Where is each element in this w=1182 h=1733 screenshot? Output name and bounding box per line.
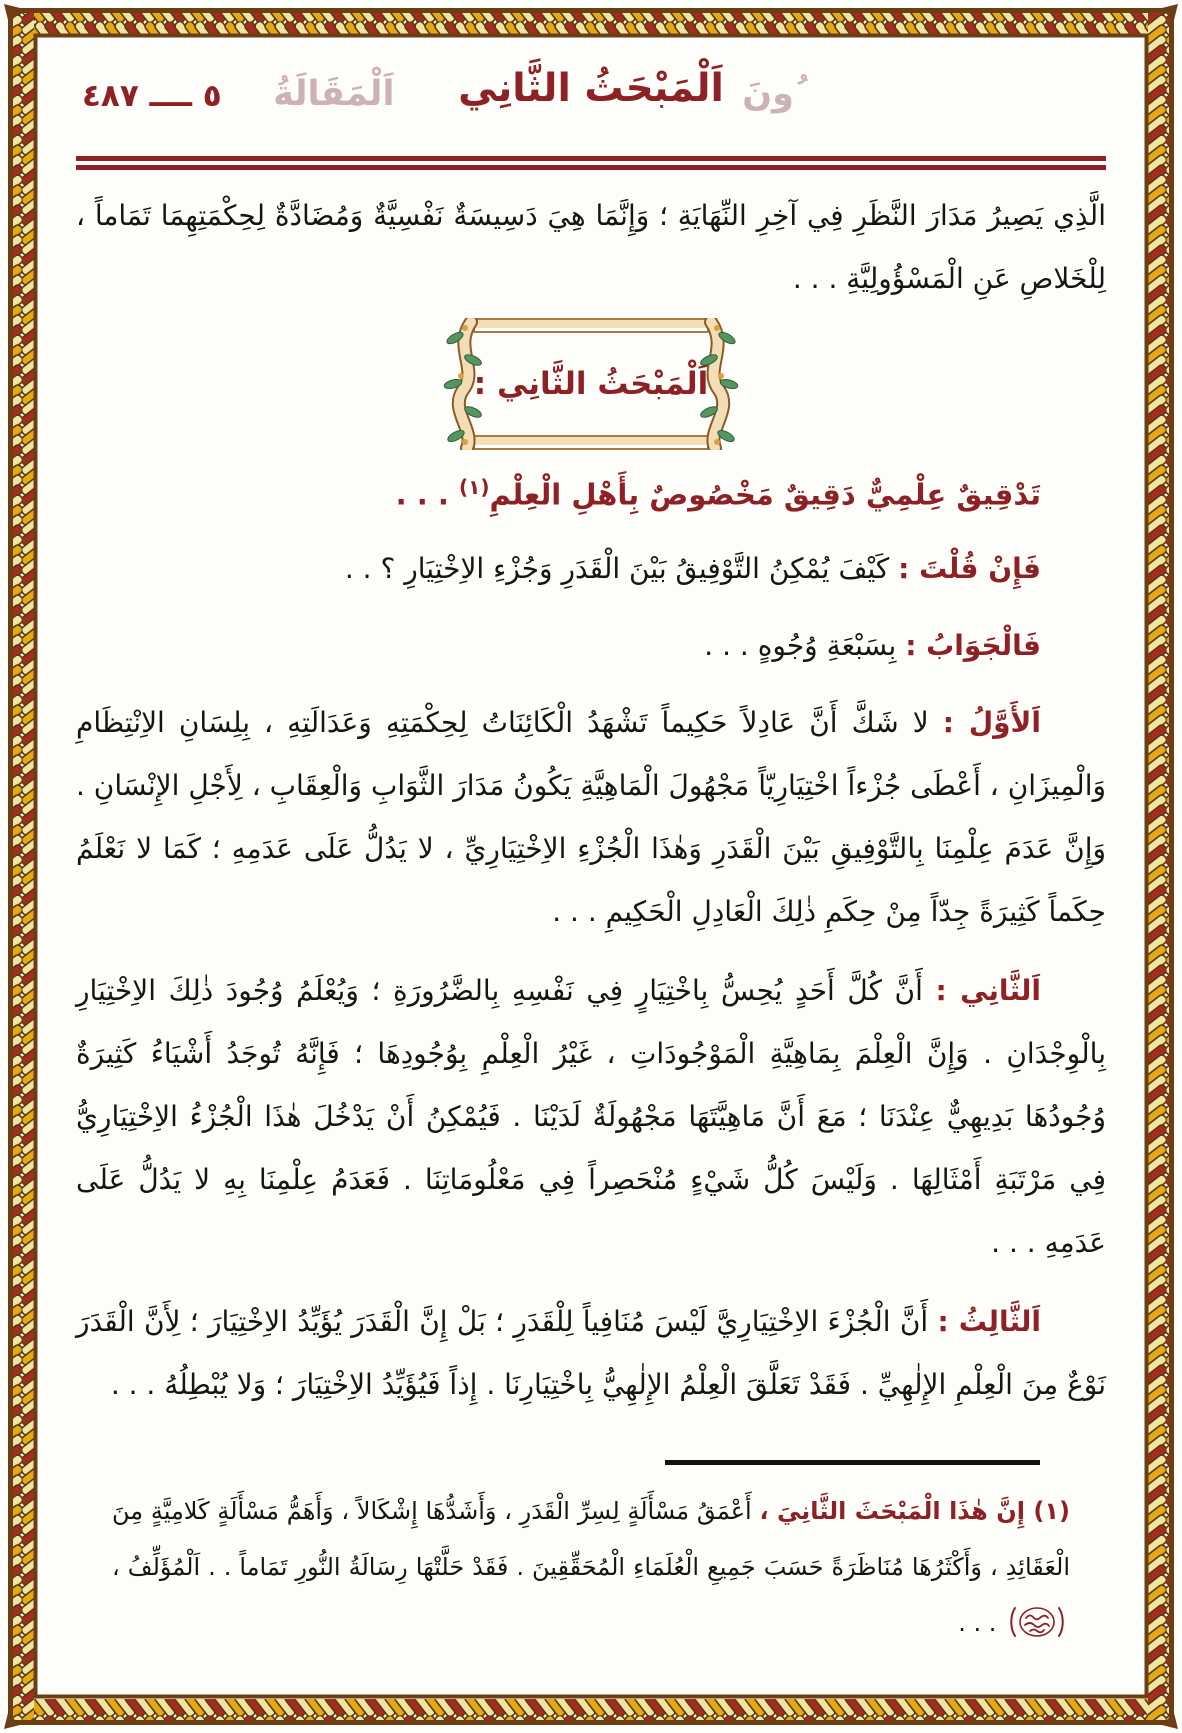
header-title-wrap	[273, 66, 794, 114]
answer-text: بِسَبْعَةِ وُجُوهٍ . . .	[704, 628, 897, 662]
answer-lead: فَالْجَوَابُ :	[905, 628, 1041, 662]
question-line	[76, 537, 1106, 600]
subtitle-line	[76, 456, 1106, 527]
answer-line	[76, 614, 1106, 677]
running-head-title: اَلْمَبْحَثُ الثَّانِي	[458, 66, 724, 111]
point-third-lead: اَلثَّالِثُ :	[937, 1304, 1042, 1338]
footnote-body: أَعْمَقُ مَسْأَلَةٍ لِسِرِّ الْقَدَرِ ، وَأَشَدُّهَا إِشْكَالاً ، وَأَهَمُّ مَسْأَلَةٍ كَلامِيَّةٍ مِنَ الْعَقَائِدِ ، وَأَكْثَرُهَا مُنَاظَرَةً حَسَبَ جَمِيعِ الْعُلَمَاءِ الْمُحَقِّقِينَ . فَقَدْ حَلَّتْهَا رِسَالَةُ النُّورِ تَمَاماً . . اَلْمُؤَلِّفُ ،	[112, 1497, 1070, 1581]
point-first-lead: اَلأَوَّلُ :	[942, 705, 1041, 739]
footnote-text-line	[112, 1483, 1070, 1651]
showthrough-ghost-text-left: اَلْمَقَالَةُ	[273, 74, 395, 114]
page-number: ٥ ــــ ٤٨٧	[82, 78, 222, 114]
intro-text: الَّذِي يَصِيرُ مَدَارَ النَّظَرِ فِي آخِرِ النِّهَايَةِ ؛ وَإِنَّمَا هِيَ دَسِيسَةٌ نَفْسِيَّةٌ وَمُضَادَّةٌ لِحِكْمَتِهِمَا تَمَاماً ، لِلْخَلاصِ عَنِ الْمَسْؤُولِيَّةِ . . .	[76, 199, 1106, 295]
page-content	[36, 36, 1146, 1697]
question-lead: فَإِنْ قُلْتَ :	[898, 551, 1041, 585]
question-text: كَيْفَ يُمْكِنُ التَّوْفِيقُ بَيْنَ الْقَدَرِ وَجُزْءِ الاِخْتِيَارِ ؟ . .	[344, 551, 890, 585]
footnote-block	[112, 1460, 1070, 1651]
rule-line-bottom	[76, 165, 1106, 170]
header-double-rule	[76, 156, 1106, 170]
section-box-bottom-bar	[473, 435, 709, 450]
intro-paragraph	[76, 184, 1106, 310]
point-second-text: أَنَّ كُلَّ أَحَدٍ يُحِسُّ بِاخْتِيَارٍ فِي نَفْسِهِ بِالضَّرُورَةِ ؛ وَيُعْلَمُ وُجُودَ ذٰلِكَ الاِخْتِيَارِ بِالْوِجْدَانِ . وَإِنَّ الْعِلْمَ بِمَاهِيَّةِ الْمَوْجُودَاتِ ، غَيْرُ الْعِلْمِ بِوُجُودِهَا ؛ فَإِنَّهُ تُوجَدُ أَشْيَاءُ كَثِيرَةٌ وُجُودُهَا بَدِيهِيٌّ عِنْدَنَا ؛ مَعَ أَنَّ مَاهِيَّتَهَا مَجْهُولَةٌ لَدَيْنَا . فَيُمْكِنُ أَنْ يَدْخُلَ هٰذَا الْجُزْءُ الاِخْتِيَارِيُّ فِي مَرْتَبَةِ أَمْثَالِهَا . وَلَيْسَ كُلُّ شَيْءٍ مُنْحَصِراً فِي مَعْلُومَاتِنَا . فَعَدَمُ عِلْمِنَا بِهِ لا يَدُلُّ عَلَى عَدَمِهِ . . .	[76, 973, 1106, 1259]
footnote-marker: (١)	[1024, 1497, 1070, 1525]
point-first	[76, 691, 1106, 943]
point-first-text: لا شَكَّ أَنَّ عَادِلاً حَكِيماً تَشْهَدُ الْكَائِنَاتُ لِحِكْمَتِهِ وَعَدَالَتِهِ ، بِلِسَانِ الاِنْتِظَامِ وَالْمِيزَانِ ، أَعْطَى جُزْءاً اخْتِيَارِيّاً مَجْهُولَ الْمَاهِيَّةِ يَكُونُ مَدَارَ الثَّوَابِ وَالْعِقَابِ ، لِأَجْلِ الإِنْسَانِ . وَإِنَّ عَدَمَ عِلْمِنَا بِالتَّوْفِيقِ بَيْنَ الْقَدَرِ وَهٰذَا الْجُزْءِ الاِخْتِيَارِيِّ ، لا يَدُلُّ عَلَى عَدَمِهِ ؛ كَمَا لا نَعْلَمُ حِكَماً كَثِيرَةً جِدّاً مِنْ حِكَمِ ذٰلِكَ الْعَادِلِ الْحَكِيمِ . . .	[76, 705, 1106, 928]
point-third	[76, 1290, 1106, 1416]
point-third-text: أَنَّ الْجُزْءَ الاِخْتِيَارِيَّ لَيْسَ مُنَافِياً لِلْقَدَرِ ؛ بَلْ إِنَّ الْقَدَرَ يُؤَيِّدُ الاِخْتِيَارَ ؛ لِأَنَّ الْقَدَرَ نَوْعٌ مِنَ الْعِلْمِ الإِلٰهِيِّ . فَقَدْ تَعَلَّقَ الْعِلْمُ الإِلٰهِيُّ بِاخْتِيَارِنَا . إِذاً فَيُؤَيِّدُ الاِخْتِيَارَ ؛ وَلا يُبْطِلُهُ . . .	[76, 1304, 1106, 1401]
section-title: اَلْمَبْحَثُ الثَّانِي :	[473, 366, 709, 402]
showthrough-ghost-text-right: ُونَ	[742, 74, 794, 114]
footnote-separator-rule	[665, 1460, 1040, 1465]
footnote-trailer: . . .	[958, 1609, 1004, 1637]
section-title-box	[441, 318, 741, 450]
page-header	[76, 64, 1106, 142]
section-box-center	[473, 318, 709, 450]
point-second-lead: اَلثَّانِي :	[935, 973, 1041, 1007]
floral-ornament-left	[441, 318, 487, 450]
floral-ornament-right	[695, 318, 741, 450]
author-seal-radi-allahu-anhu-icon	[1008, 1604, 1066, 1640]
section-box-top-bar	[473, 318, 709, 333]
subtitle-trailer: . . .	[395, 477, 459, 512]
footnote-marker-ref: (١)	[458, 475, 490, 499]
point-second	[76, 959, 1106, 1274]
footnote-lead: إِنَّ هٰذَا الْمَبْحَثَ الثَّانِيَ ،	[759, 1497, 1025, 1525]
subtitle-text: تَدْقِيقٌ عِلْمِيٌّ دَقِيقٌ مَخْصُوصٌ بِأَهْلِ الْعِلْمِ	[489, 477, 1041, 512]
